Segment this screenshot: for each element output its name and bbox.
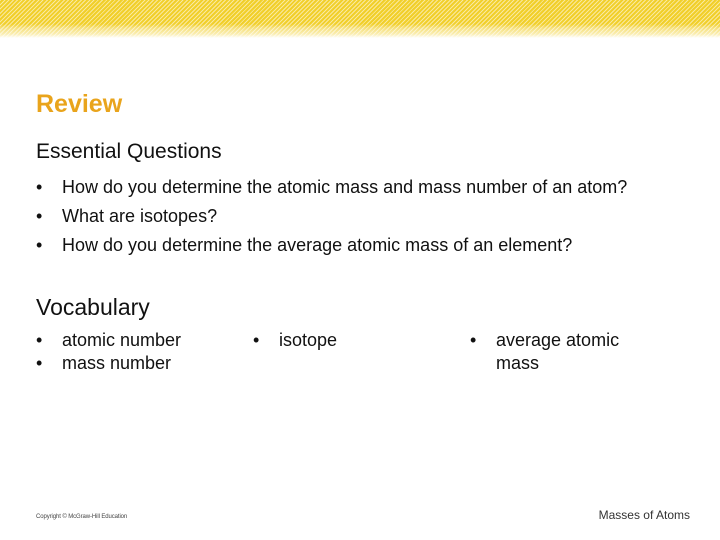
copyright-notice: Copyright © McGraw-Hill Education [36,514,128,520]
vocabulary-column-1 [36,329,236,375]
vocab-item-isotope: • isotope [253,329,413,352]
vocab-item-mass-number: • mass number [36,352,236,375]
vocab-item-average-atomic-mass: • average atomic mass [470,329,650,375]
footer-lesson-title: Masses of Atoms [598,508,690,522]
vocab-item-atomic-number: • atomic number [36,329,236,352]
slide-title: Review [36,90,123,118]
question-item: • How do you determine the atomic mass and mass number of an atom? [36,176,656,199]
question-item: • How do you determine the average atomic mass of an element? [36,234,656,257]
essential-questions-list [36,176,656,263]
vocabulary-heading: Vocabulary [36,294,150,320]
vocabulary-column-3 [470,329,650,375]
question-item: • What are isotopes? [36,205,656,228]
top-decorative-band [0,0,720,38]
essential-questions-heading: Essential Questions [36,140,222,163]
vocabulary-column-2 [253,329,413,352]
